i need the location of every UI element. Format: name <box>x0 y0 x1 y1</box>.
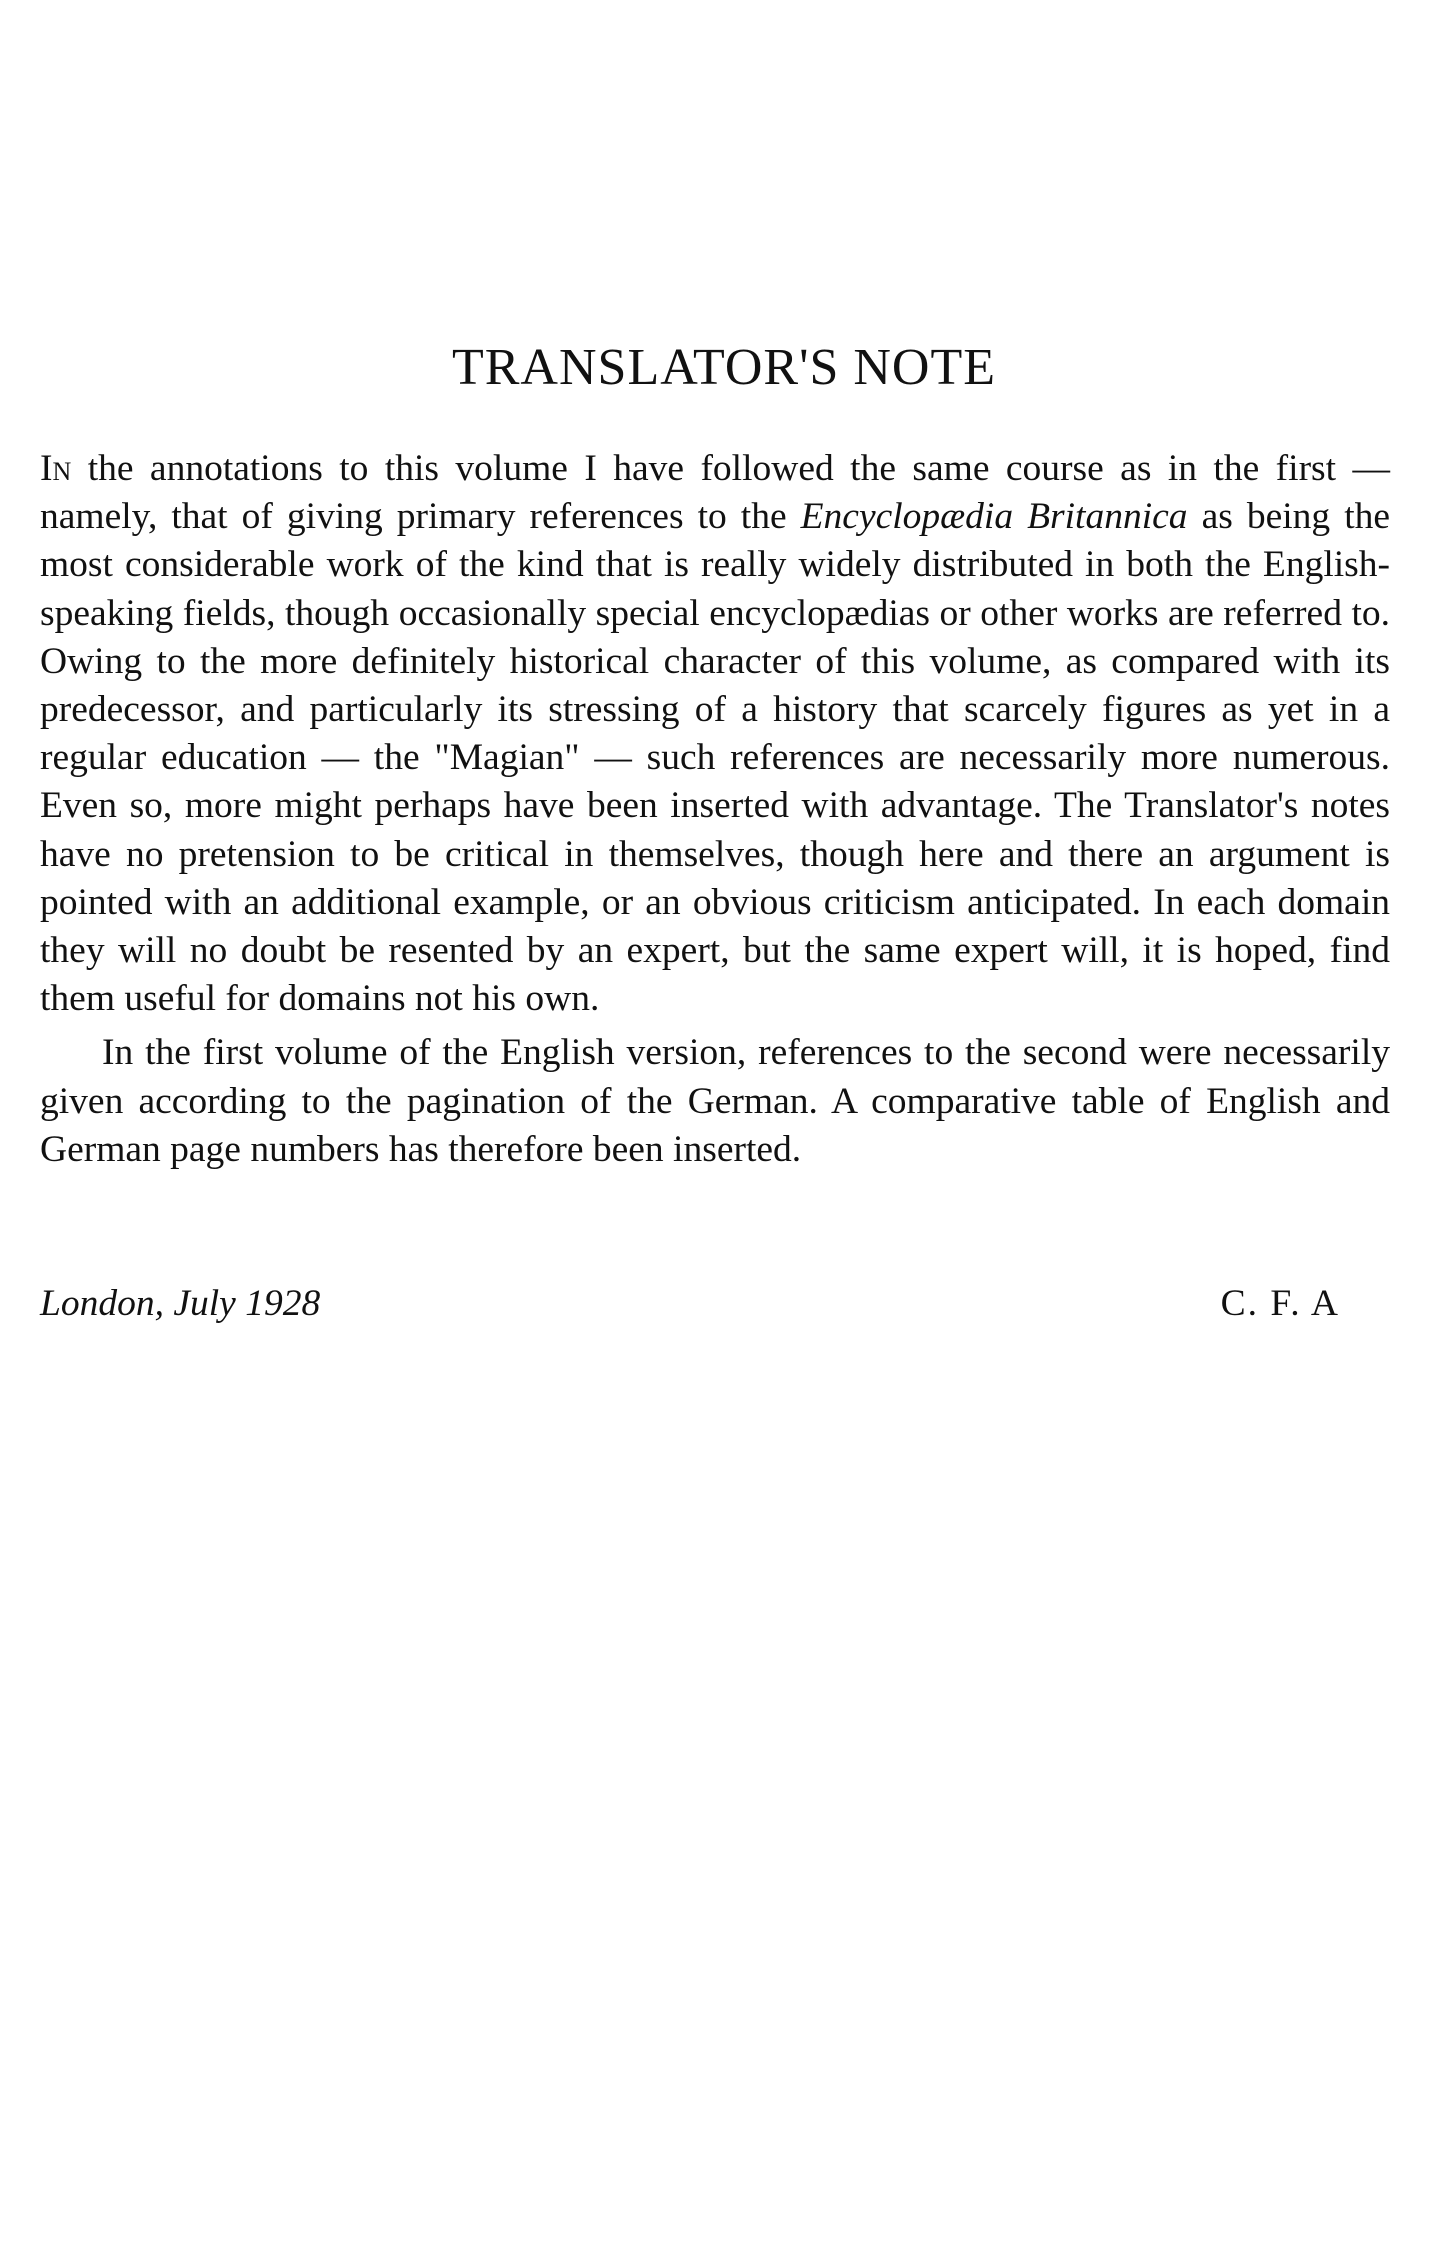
place-date: London, July 1928 <box>40 1283 321 1324</box>
small-caps-lead: In <box>40 448 72 489</box>
paragraph-1-segment-3: as being the most considerable work of the kind that is really widely distributed in both the English-speaking fields, though occasionally special encyclopædias or other works are referred to. Owing to the more definitely historical character of this volume, as compared with its predecessor, and particularly its stressing of a history that scarcely figures as yet in a regular education — the "Magian" — such references are necessarily more numerous. Even so, more might perhaps have been inserted with advantage. The Translator's notes have no pretension to be critical in themselves, though here and there an argument is pointed with an additional example, or an obvious criticism anticipated. In each domain they will no doubt be resented by an expert, but the same expert will, it is hoped, find them useful for domains not his own. <box>40 496 1391 1020</box>
paragraph-2 <box>40 1029 1390 1174</box>
paragraph-2-segment-1: In the first volume of the English version, references to the second were necessarily given according to the pagination of the German. A comparative table of English and German page numbers has therefore been inserted. <box>40 1032 1390 1170</box>
translator-initials: C. F. A <box>1220 1283 1340 1324</box>
encyclopaedia-britannica-title: Encyclopædia Britannica <box>800 496 1188 538</box>
paragraph-1-segment-1: the annotations to this volume I have followed the same course as in the first — namely, that of giving primary references to the <box>40 448 1390 538</box>
paragraph-1 <box>40 445 1390 1023</box>
page-title: TRANSLATOR'S NOTE <box>451 339 996 396</box>
body-text <box>40 445 1390 1174</box>
